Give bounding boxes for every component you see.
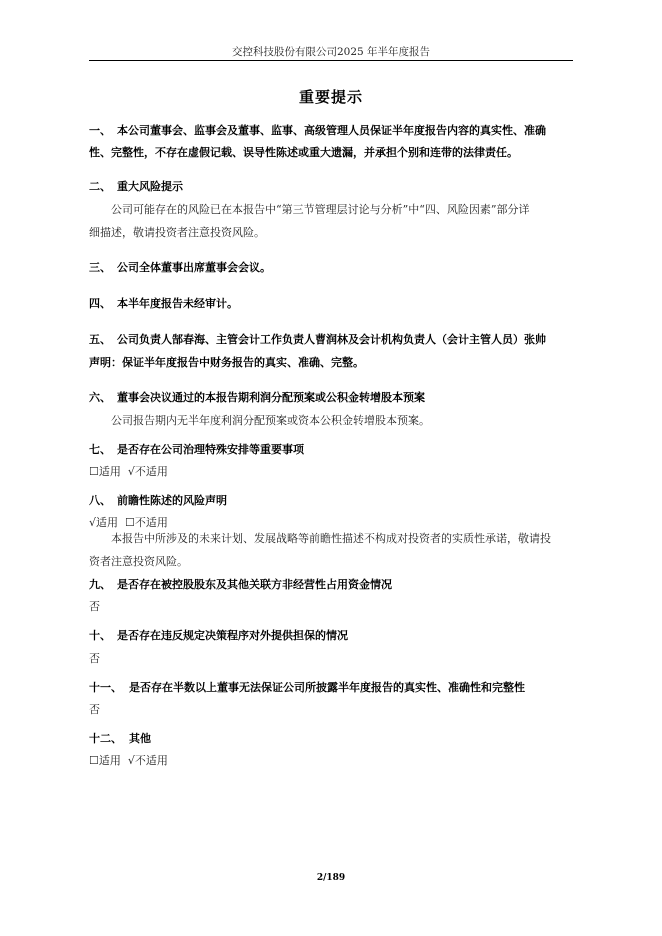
section-text: 本公司董事会、监事会及董事、监事、高级管理人员保证半年度报告内容的真实性、准确: [117, 124, 546, 137]
section-8-body: 本报告中所涉及的未来计划、发展战略等前瞻性描述不构成对投资者的实质性承诺，敬请投: [111, 532, 551, 545]
section-1-continued: 性、完整性，不存在虚假记载、误导性陈述或重大遗漏，并承担个别和连带的法律责任。: [89, 146, 518, 159]
section-number: 四、: [89, 297, 111, 310]
section-number: 九、: [89, 578, 111, 591]
section-9-answer: 否: [89, 600, 100, 613]
section-number: 六、: [89, 391, 111, 404]
section-6: [89, 391, 425, 405]
section-7-option: ☐适用 √不适用: [89, 465, 168, 478]
page-number: 2/189: [316, 873, 346, 883]
section-heading: 公司全体董事出席董事会会议。: [117, 261, 271, 274]
section-heading: 董事会决议通过的本报告期利润分配预案或公积金转增股本预案: [117, 391, 425, 404]
section-number: 五、: [89, 333, 111, 346]
section-4: [89, 297, 238, 311]
section-heading: 是否存在公司治理特殊安排等重要事项: [117, 443, 304, 456]
section-3: [89, 261, 271, 275]
section-number: 一、: [89, 124, 111, 137]
page-header: 交控科技股份有限公司2025 年半年度报告: [231, 46, 431, 58]
section-number: 十二、: [89, 732, 122, 745]
section-heading: 重大风险提示: [117, 180, 183, 193]
section-heading: 本半年度报告未经审计。: [117, 297, 238, 310]
section-heading: 是否存在被控股股东及其他关联方非经营性占用资金情况: [117, 578, 392, 591]
section-heading: 前瞻性陈述的风险声明: [117, 494, 227, 507]
header-rule: [89, 60, 573, 61]
section-1: [89, 124, 546, 138]
section-2: [89, 180, 183, 194]
section-heading: 其他: [129, 732, 151, 745]
section-11: [89, 681, 525, 695]
section-number: 二、: [89, 180, 111, 193]
section-12: [89, 732, 151, 746]
section-8-option: √适用 ☐不适用: [89, 516, 168, 529]
section-6-body: 公司报告期内无半年度利润分配预案或资本公积金转增股本预案。: [111, 414, 430, 427]
section-5: [89, 333, 546, 347]
section-heading: 是否存在半数以上董事无法保证公司所披露半年度报告的真实性、准确性和完整性: [129, 681, 525, 694]
section-10: [89, 629, 348, 643]
section-number: 七、: [89, 443, 111, 456]
section-2-body: 公司可能存在的风险已在本报告中“第三节管理层讨论与分析”中“四、风险因素”部分详: [111, 203, 530, 216]
section-number: 三、: [89, 261, 111, 274]
section-number: 十一、: [89, 681, 122, 694]
section-10-answer: 否: [89, 652, 100, 665]
section-9: [89, 578, 392, 592]
page-title: 重要提示: [298, 88, 363, 106]
section-8-body-continued: 资者注意投资风险。: [89, 555, 188, 568]
section-number: 八、: [89, 494, 111, 507]
section-2-body-continued: 细描述，敬请投资者注意投资风险。: [89, 226, 265, 239]
section-11-answer: 否: [89, 703, 100, 716]
section-7: [89, 443, 304, 457]
section-heading: 是否存在违反规定决策程序对外提供担保的情况: [117, 629, 348, 642]
section-text: 公司负责人郜春海、主管会计工作负责人曹润林及会计机构负责人（会计主管人员）张帅: [117, 333, 546, 346]
section-12-option: ☐适用 √不适用: [89, 754, 168, 767]
section-8: [89, 494, 227, 508]
section-5-continued: 声明：保证半年度报告中财务报告的真实、准确、完整。: [89, 356, 364, 369]
section-number: 十、: [89, 629, 111, 642]
